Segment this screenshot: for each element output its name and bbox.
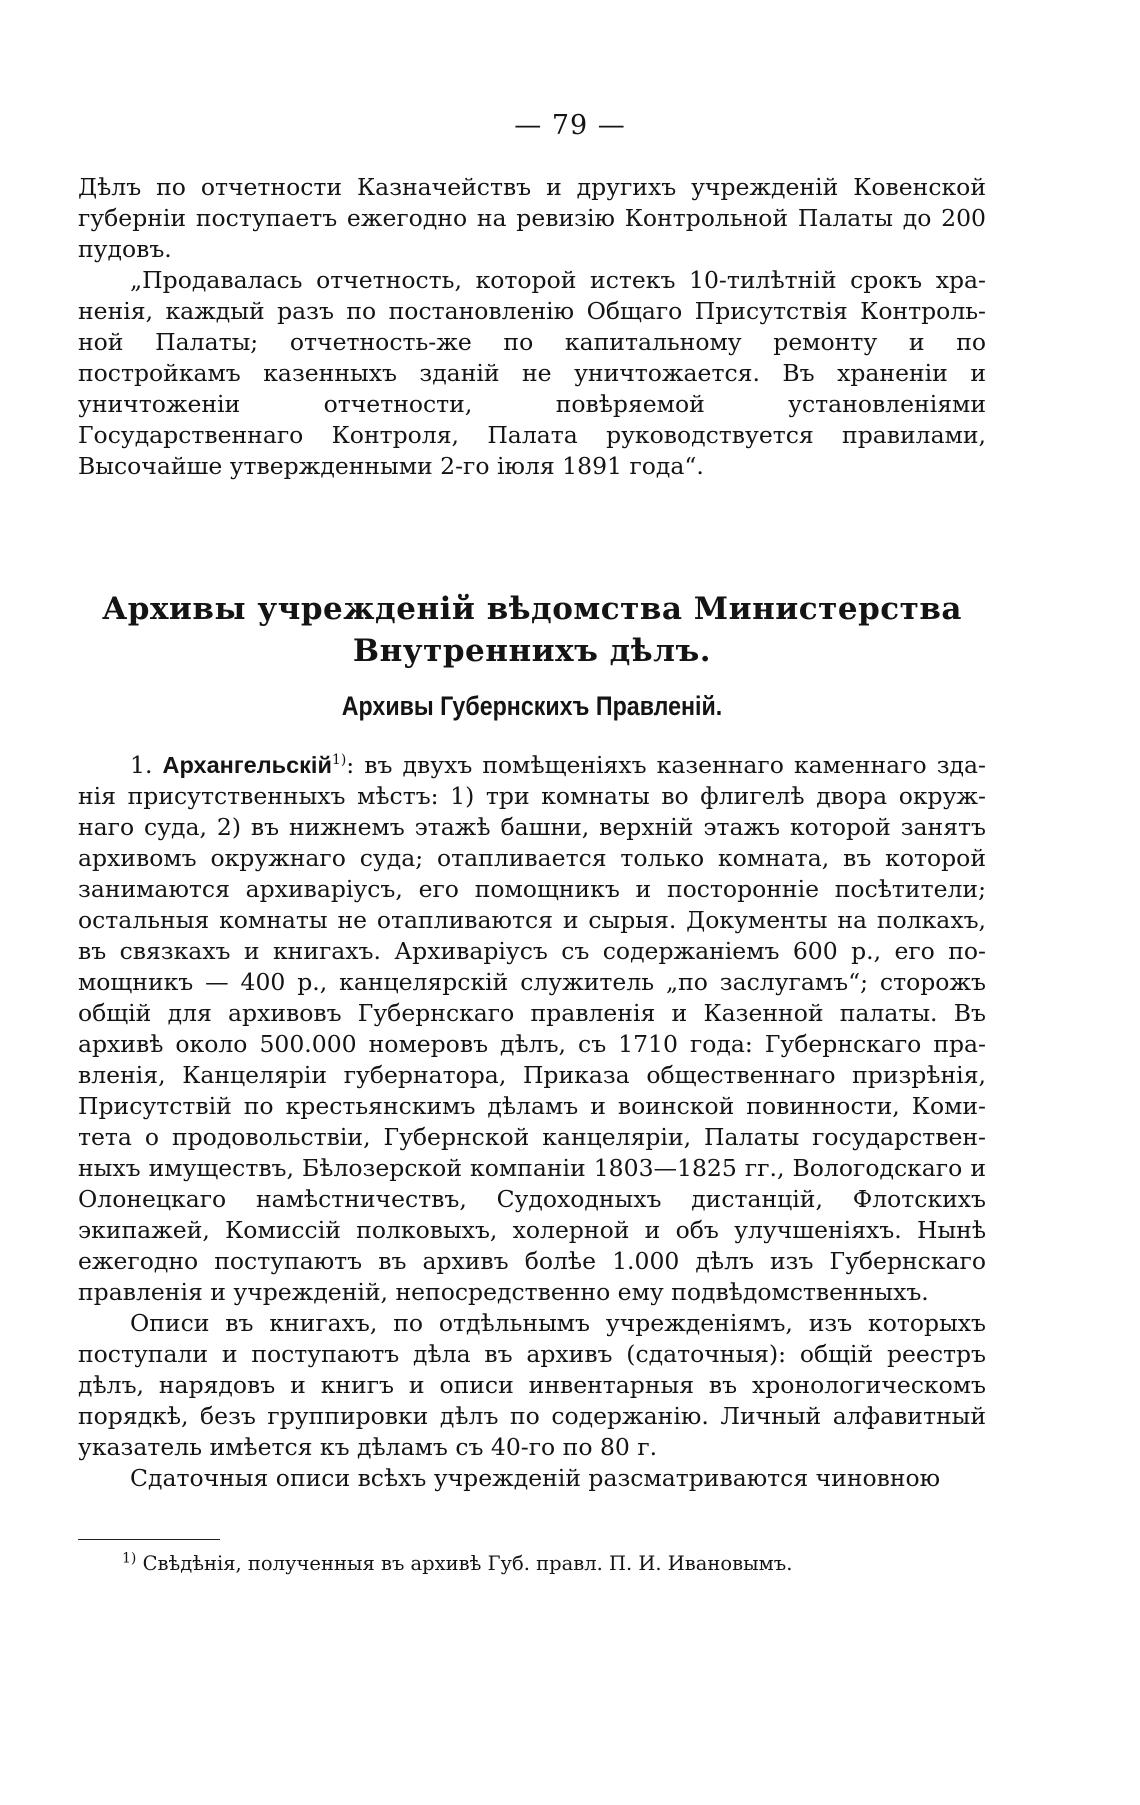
footnote-mark: 1): [122, 1550, 137, 1567]
intro-section: [78, 172, 986, 482]
main-heading: Архивы учрежденій вѣдомства Министерства Внутреннихъ дѣлъ.: [102, 591, 962, 669]
entry-paragraph: [78, 750, 986, 1308]
intro-paragraph: Дѣлъ по отчетности Казначействъ и другихъ учрежденій Ковенской губерніи поступаетъ ежегодно на ревизію Контрольной Палаты до 200 пудовъ.: [78, 173, 986, 263]
body-paragraph: Описи въ книгахъ, по отдѣльнымъ учрежденіямъ, изъ которыхъ поступали и поступаютъ дѣла въ архивъ (сдаточныя): общій реестръ дѣлъ, нарядовъ и книгъ и описи инвентарныя въ хронологическомъ порядкѣ, безъ группировки дѣлъ по содержанію. Личный алфавитный указатель имѣется къ дѣламъ съ 40-го по 80 г.: [78, 1309, 986, 1461]
footnote-divider: [78, 1539, 220, 1540]
footnote: [122, 1550, 982, 1578]
body-section: [78, 750, 986, 1494]
footnote-reference: 1): [331, 752, 347, 769]
body-paragraph: Сдаточныя описи всѣхъ учрежденій разсматриваются чиновною: [130, 1464, 941, 1492]
sub-heading: Архивы Губернскихъ Правленій.: [341, 691, 723, 721]
entry-number: 1.: [130, 751, 153, 779]
page-number: — 79 —: [514, 110, 626, 141]
intro-paragraph: „Продавалась отчетность, которой истекъ 10-тилѣтній срокъ храненія, каждый разъ по постановленію Общаго Присутствія Контрольной Палаты; отчетность-же по капитальному ремонту и по постройкамъ казенныхъ зданій не уничтожается. Въ храненіи и уничтоженіи отчетности, повѣряемой установленіями Государственнаго Контроля, Палата руководствуется правилами, Высочайше утвержденными 2-го іюля 1891 года“.: [78, 266, 986, 480]
footnote-text: Свѣдѣнія, полученныя въ архивѣ Губ. правл. П. И. Ивановымъ.: [136, 1552, 793, 1575]
entry-text: : въ двухъ помѣщеніяхъ казеннаго каменнаго зданія присутственныхъ мѣстъ: 1) три комнаты во флигелѣ двора окружнаго суда, 2) въ нижнемъ этажѣ башни, верхній этажъ которой занятъ архивомъ окружнаго суда; отапливается только комната, въ которой занимаются архиваріусъ, его помощникъ и посторонніе посѣтители; остальныя комнаты не отапливаются и сырыя. Документы на полкахъ, въ связкахъ и книгахъ. Архиваріусъ съ содержаніемъ 600 р., его помощникъ — 400 р., канцелярскій служитель „по заслугамъ“; сторожъ общій для архивовъ Губернскаго правленія и Казенной палаты. Въ архивѣ около 500.000 номеровъ дѣлъ, съ 1710 года: Губернскаго правленія, Канцеляріи губернатора, Приказа общественнаго призрѣнія, Присутствій по крестьянскимъ дѣламъ и воинской повинности, Комитета о продовольствіи, Губернской канцеляріи, Палаты государственныхъ имуществъ, Бѣлозерской компаніи 1803—1825 гг., Вологодскаго и Олонецкаго намѣстничествъ, Судоходныхъ дистанцій, Флотскихъ экипажей, Комиссій полковыхъ, холерной и объ улучшеніяхъ. Нынѣ ежегодно поступаютъ въ архивъ болѣе 1.000 дѣлъ изъ Губернскаго правленія и учрежденій, непосредственно ему подвѣдомственныхъ.: [78, 751, 986, 1306]
entry-name: Архангельскій: [162, 752, 332, 778]
